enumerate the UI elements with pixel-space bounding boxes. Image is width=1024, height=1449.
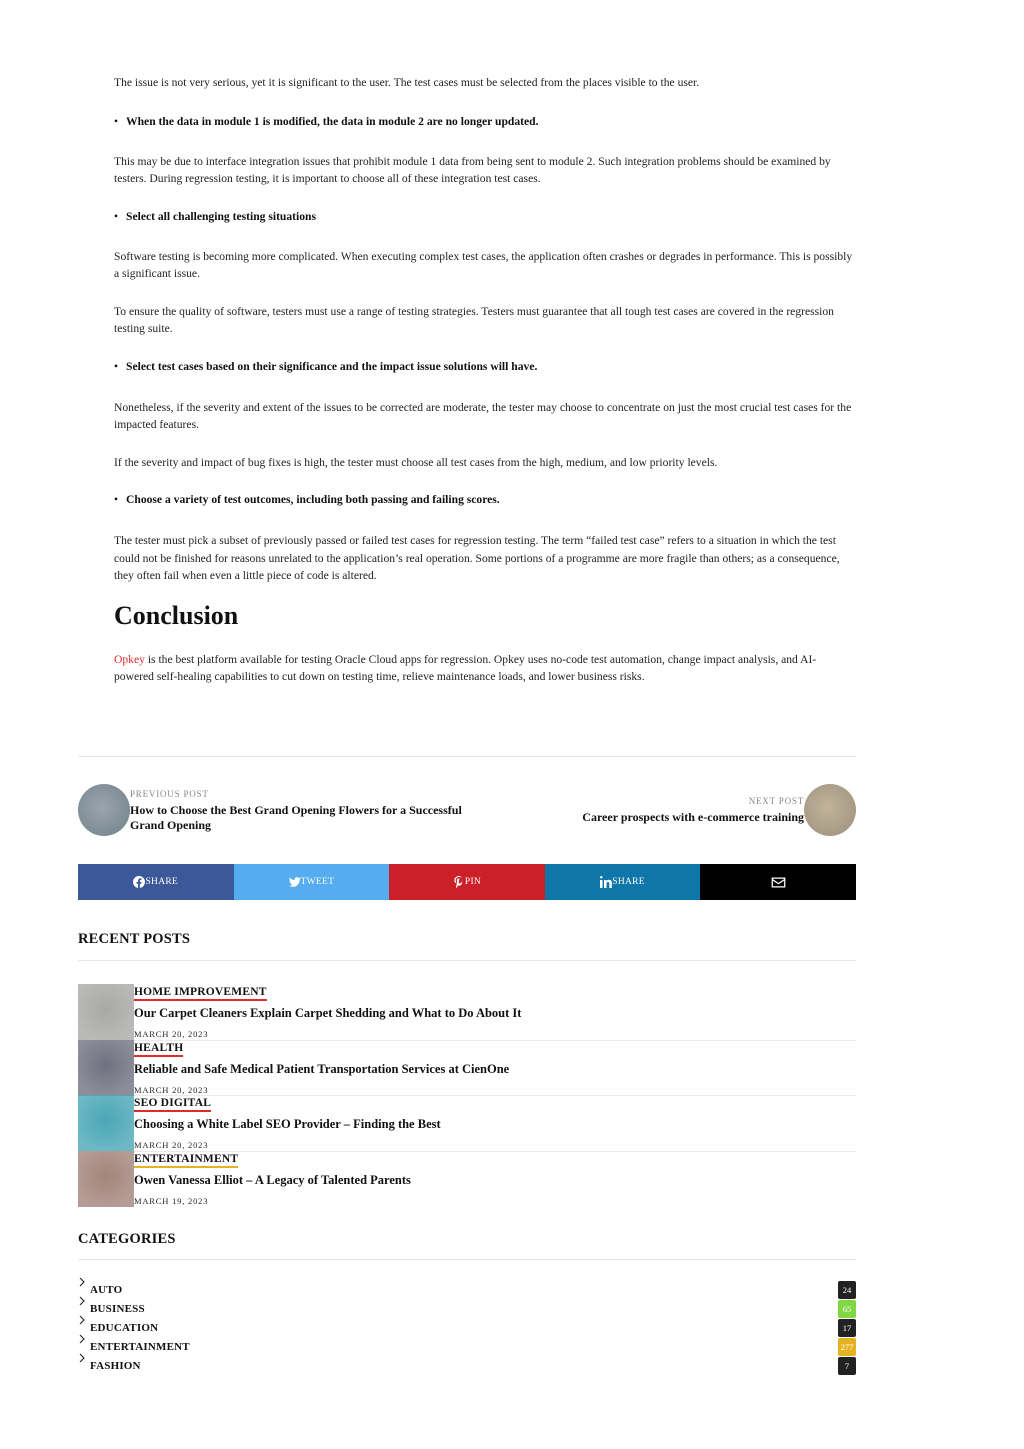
category-item-education[interactable] (78, 1318, 856, 1337)
conclusion-text: is the best platform available for testing Oracle Cloud apps for regression. Opkey uses no-code test automation, change impact analysis, and AI-powered self-healing capabilities to cut down on testing time, relieve maintenance loads, and lower business risks. (114, 652, 817, 683)
category-name[interactable]: ENTERTAINMENT (90, 1341, 190, 1353)
category-count: 24 (838, 1281, 856, 1299)
post-navigation (78, 784, 856, 838)
recent-post-title[interactable]: Choosing a White Label SEO Provider – Finding the Best (134, 1117, 441, 1132)
category-count: 7 (838, 1357, 856, 1375)
article-bullet: • Select all challenging testing situations (114, 208, 856, 225)
recent-post-date: MARCH 19, 2023 (134, 1196, 209, 1207)
pinterest-share-button[interactable] (389, 864, 545, 900)
recent-post-date: MARCH 20, 2023 (134, 1084, 209, 1095)
article-paragraph: Nonetheless, if the severity and extent of the issues to be corrected are moderate, the tester may choose to concentrate on just the most crucial test cases for the impacted features. (114, 400, 852, 431)
article-paragraph: Software testing is becoming more complicated. When executing complex test cases, the application often crashes or degrades in performance. This is possibly a significant issue. (114, 249, 853, 280)
category-name[interactable]: BUSINESS (90, 1303, 145, 1315)
conclusion-paragraph (114, 651, 856, 686)
linkedin-share-button[interactable] (545, 864, 701, 900)
recent-post-title[interactable]: Reliable and Safe Medical Patient Transportation Services at CienOne (134, 1061, 510, 1076)
recent-posts-list (78, 984, 856, 1207)
post-nav-divider (78, 756, 856, 757)
next-post-thumbnail[interactable] (804, 784, 856, 836)
facebook-share-label: SHARE (145, 877, 179, 887)
next-post-title[interactable]: Career prospects with e-commerce training (582, 810, 804, 824)
recent-post-date: MARCH 20, 2023 (134, 1029, 209, 1039)
next-post-link[interactable] (464, 795, 804, 825)
recent-posts-heading: RECENT POSTS (78, 931, 191, 947)
article-paragraph: This may be due to interface integration issues that prohibit module 1 data from being sent to module 2. Such integration problems should be examined by testers. During regression testing, it is important to choose all of these integration test cases. (114, 154, 831, 185)
categories-list (78, 1280, 856, 1375)
facebook-share-button[interactable] (78, 864, 234, 900)
previous-post-label: PREVIOUS POST (130, 789, 209, 799)
recent-post-item (78, 1095, 856, 1151)
category-item-entertainment[interactable] (78, 1337, 856, 1356)
recent-post-item (78, 1151, 856, 1207)
share-bar (78, 864, 856, 900)
category-count: 277 (838, 1338, 856, 1356)
category-item-fashion[interactable] (78, 1356, 856, 1375)
categories-heading: CATEGORIES (78, 1231, 176, 1247)
article-bullet: • When the data in module 1 is modified, the data in module 2 are no longer updated. (114, 113, 856, 130)
recent-post-thumbnail[interactable] (78, 1040, 134, 1096)
recent-post-title[interactable]: Owen Vanessa Elliot – A Legacy of Talented Parents (134, 1173, 411, 1188)
recent-post-item (78, 1040, 856, 1096)
recent-post-category[interactable]: HOME IMPROVEMENT (134, 985, 267, 1001)
article-paragraph: To ensure the quality of software, testers must use a range of testing strategies. Testers must guarantee that all tough test cases are covered in the regression testing suite. (114, 304, 834, 335)
linkedin-icon (600, 876, 612, 888)
recent-post-thumbnail[interactable] (78, 984, 134, 1040)
article-paragraph: The issue is not very serious, yet it is significant to the user. The test cases must be selected from the places visible to the user. (114, 76, 700, 89)
category-name[interactable]: EDUCATION (90, 1322, 159, 1334)
recent-post-title[interactable]: Our Carpet Cleaners Explain Carpet Shedding and What to Do About It (134, 1006, 522, 1020)
recent-post-item (78, 984, 856, 1040)
categories-divider (78, 1259, 856, 1260)
chevron-right-icon (78, 1334, 86, 1344)
recent-post-category[interactable]: ENTERTAINMENT (134, 1152, 238, 1168)
next-post-label: NEXT POST (748, 796, 804, 806)
category-name[interactable]: AUTO (90, 1284, 123, 1296)
recent-post-thumbnail[interactable] (78, 1095, 134, 1151)
article-bullet: • Choose a variety of test outcomes, including both passing and failing scores. (114, 491, 856, 508)
category-name[interactable]: FASHION (90, 1360, 141, 1372)
email-share-button[interactable] (700, 864, 856, 900)
article-body (114, 70, 856, 686)
conclusion-heading: Conclusion (114, 600, 239, 630)
facebook-icon (133, 876, 145, 888)
opkey-link[interactable]: Opkey (114, 652, 145, 666)
previous-post-title[interactable]: How to Choose the Best Grand Opening Flowers for a Successful Grand Opening (130, 803, 462, 832)
category-item-auto[interactable] (78, 1280, 856, 1299)
chevron-right-icon (78, 1315, 86, 1325)
chevron-right-icon (78, 1353, 86, 1363)
category-item-business[interactable] (78, 1299, 856, 1318)
pinterest-icon (453, 876, 465, 888)
recent-posts-divider (78, 960, 856, 961)
recent-post-separator (134, 1151, 856, 1152)
category-count: 65 (838, 1300, 856, 1318)
linkedin-share-label: SHARE (612, 877, 645, 887)
twitter-share-label: TWEET (300, 877, 335, 887)
envelope-icon (771, 875, 786, 890)
recent-post-category[interactable]: SEO DIGITAL (134, 1096, 211, 1112)
recent-post-separator (134, 1095, 856, 1096)
chevron-right-icon (78, 1296, 86, 1306)
previous-post-thumbnail[interactable] (78, 784, 130, 836)
twitter-icon (289, 876, 301, 888)
article-bullet: • Select test cases based on their significance and the impact issue solutions will have. (114, 358, 856, 375)
category-count: 17 (838, 1319, 856, 1337)
article-paragraph: The tester must pick a subset of previously passed or failed test cases for regression testing. The term “failed test case” refers to a situation in which the test could not be finished for reasons unrelated to the application’s real operation. Some portions of a programme are more fragile than others; as a consequence, they often fail when even a little piece of code is altered. (114, 534, 840, 582)
recent-post-date: MARCH 20, 2023 (134, 1140, 209, 1151)
pinterest-share-label: PIN (464, 877, 482, 887)
previous-post-link[interactable] (130, 788, 490, 832)
recent-post-separator (134, 1040, 856, 1041)
chevron-right-icon (78, 1277, 86, 1287)
twitter-share-button[interactable] (234, 864, 390, 900)
recent-post-thumbnail[interactable] (78, 1151, 134, 1207)
article-paragraph: If the severity and impact of bug fixes is high, the tester must choose all test cases from the high, medium, and low priority levels. (114, 455, 718, 469)
recent-post-category[interactable]: HEALTH (134, 1041, 183, 1057)
